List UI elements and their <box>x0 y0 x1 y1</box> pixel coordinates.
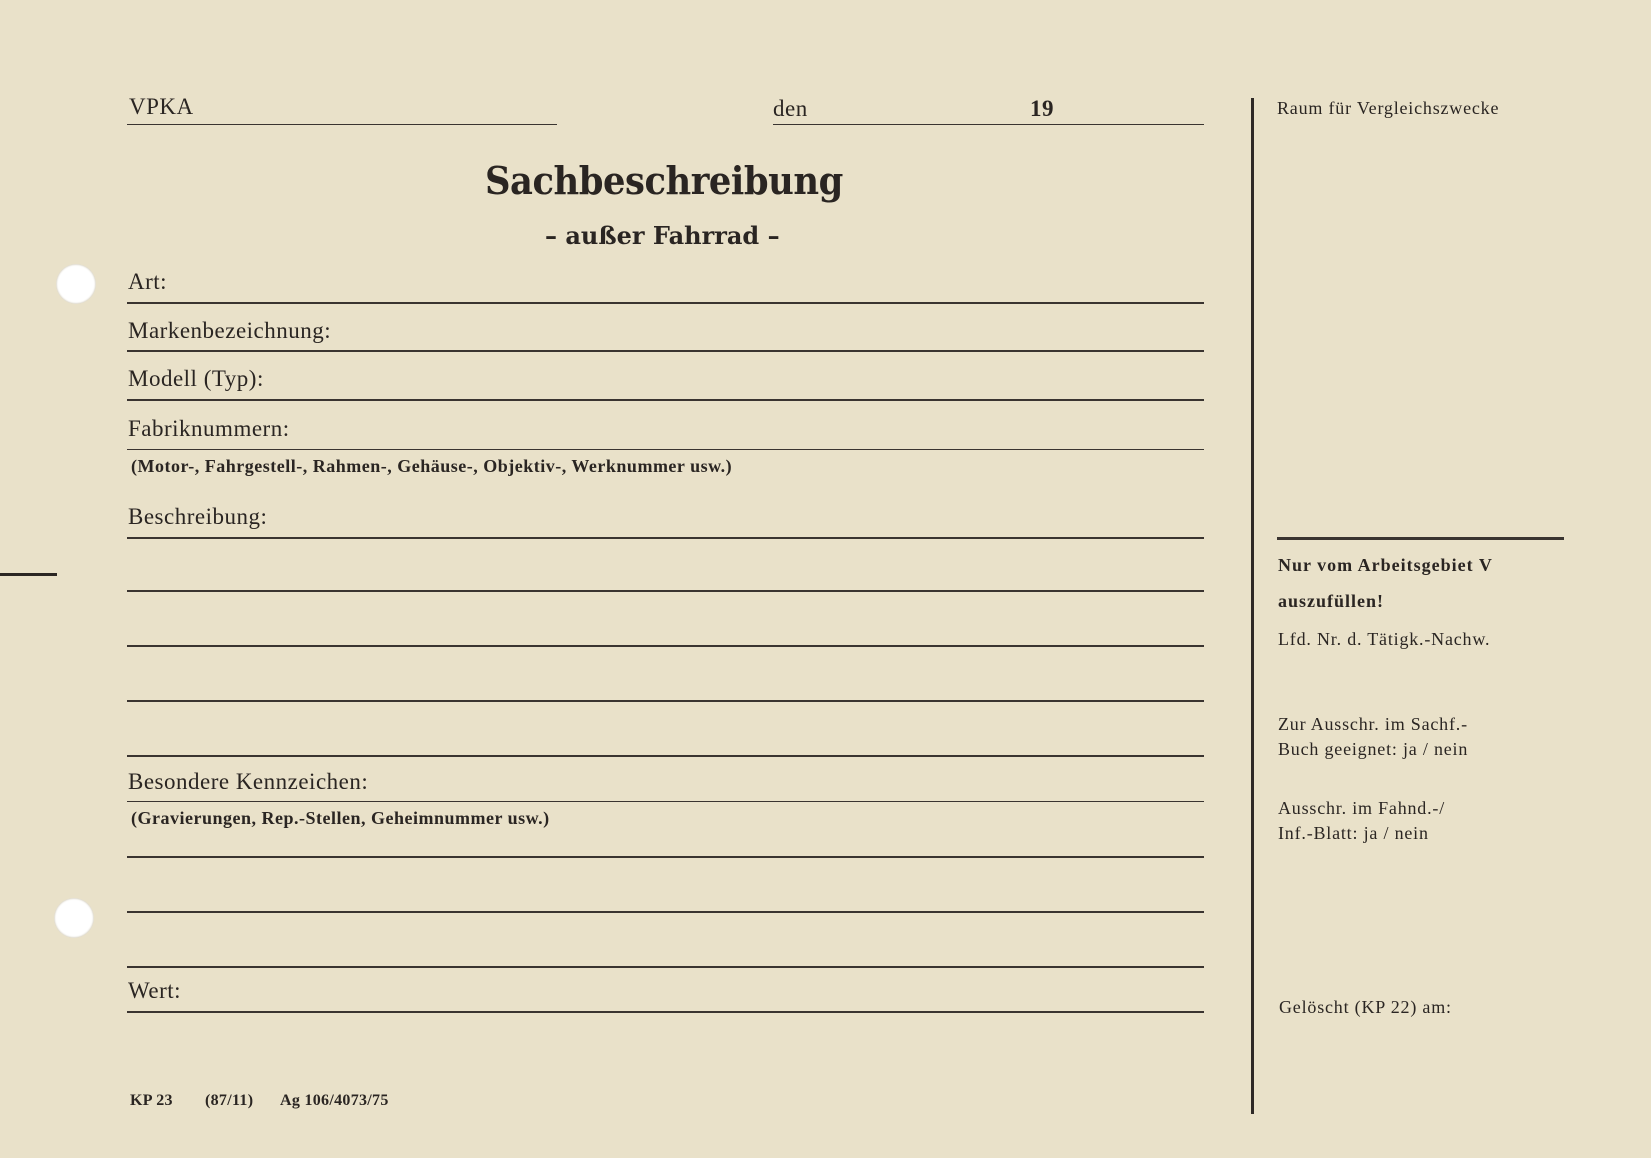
only-area-label-1: Nur vom Arbeitsgebiet V <box>1278 555 1493 575</box>
fold-mark <box>0 573 57 576</box>
office-label: VPKA <box>129 94 194 119</box>
year-label: 19 <box>1030 96 1054 121</box>
fahnd-label-2: Inf.-Blatt: ja / nein <box>1278 823 1429 843</box>
punch-hole-top <box>56 264 96 304</box>
beschreibung-line-1[interactable] <box>127 537 1204 539</box>
side-separator <box>1277 537 1564 540</box>
kennzeichen-hint: (Gravierungen, Rep.-Stellen, Geheimnummer usw.) <box>131 808 550 828</box>
modell-label: Modell (Typ): <box>128 366 264 391</box>
print-reference: Ag 106/4073/75 <box>280 1092 389 1109</box>
beschreibung-line-3[interactable] <box>127 645 1204 647</box>
form-title: Sachbeschreibung <box>485 158 843 203</box>
fabrik-field-line[interactable] <box>127 449 1204 450</box>
kennzeichen-line-4[interactable] <box>127 966 1204 968</box>
wert-label: Wert: <box>128 978 182 1003</box>
form-number: KP 23 <box>130 1092 173 1109</box>
ausschr-label-1: Zur Ausschr. im Sachf.- <box>1278 714 1468 734</box>
wert-field-line[interactable] <box>127 1011 1204 1013</box>
kennzeichen-field-line[interactable] <box>127 801 1204 802</box>
comparison-space-label: Raum für Vergleichszwecke <box>1277 98 1500 118</box>
marke-label: Markenbezeichnung: <box>128 318 332 343</box>
office-line <box>127 124 557 125</box>
beschreibung-line-2[interactable] <box>127 590 1204 592</box>
ausschr-label-2: Buch geeignet: ja / nein <box>1278 739 1469 759</box>
art-field-line[interactable] <box>127 302 1204 304</box>
column-divider <box>1251 98 1254 1114</box>
form-subtitle: – außer Fahrrad – <box>545 221 780 250</box>
fabrik-label: Fabriknummern: <box>128 416 290 441</box>
geloescht-label: Gelöscht (KP 22) am: <box>1279 997 1452 1017</box>
form-edition: (87/11) <box>205 1092 254 1109</box>
punch-hole-bottom <box>54 898 94 938</box>
kennzeichen-line-2[interactable] <box>127 856 1204 858</box>
fabrik-hint: (Motor-, Fahrgestell-, Rahmen-, Gehäuse-, Objektiv-, Werknummer usw.) <box>131 456 733 476</box>
marke-field-line[interactable] <box>127 350 1204 352</box>
art-label: Art: <box>128 269 168 294</box>
modell-field-line[interactable] <box>127 399 1204 401</box>
beschreibung-label: Beschreibung: <box>128 504 268 529</box>
only-area-label-2: auszufüllen! <box>1278 591 1385 611</box>
fahnd-label-1: Ausschr. im Fahnd.-/ <box>1278 798 1445 818</box>
beschreibung-line-5[interactable] <box>127 755 1204 757</box>
date-line <box>773 124 1204 125</box>
date-label: den <box>773 96 808 121</box>
lfd-label: Lfd. Nr. d. Tätigk.-Nachw. <box>1278 629 1491 649</box>
kennzeichen-line-3[interactable] <box>127 911 1204 913</box>
kennzeichen-label: Besondere Kennzeichen: <box>128 769 369 794</box>
beschreibung-line-4[interactable] <box>127 700 1204 702</box>
